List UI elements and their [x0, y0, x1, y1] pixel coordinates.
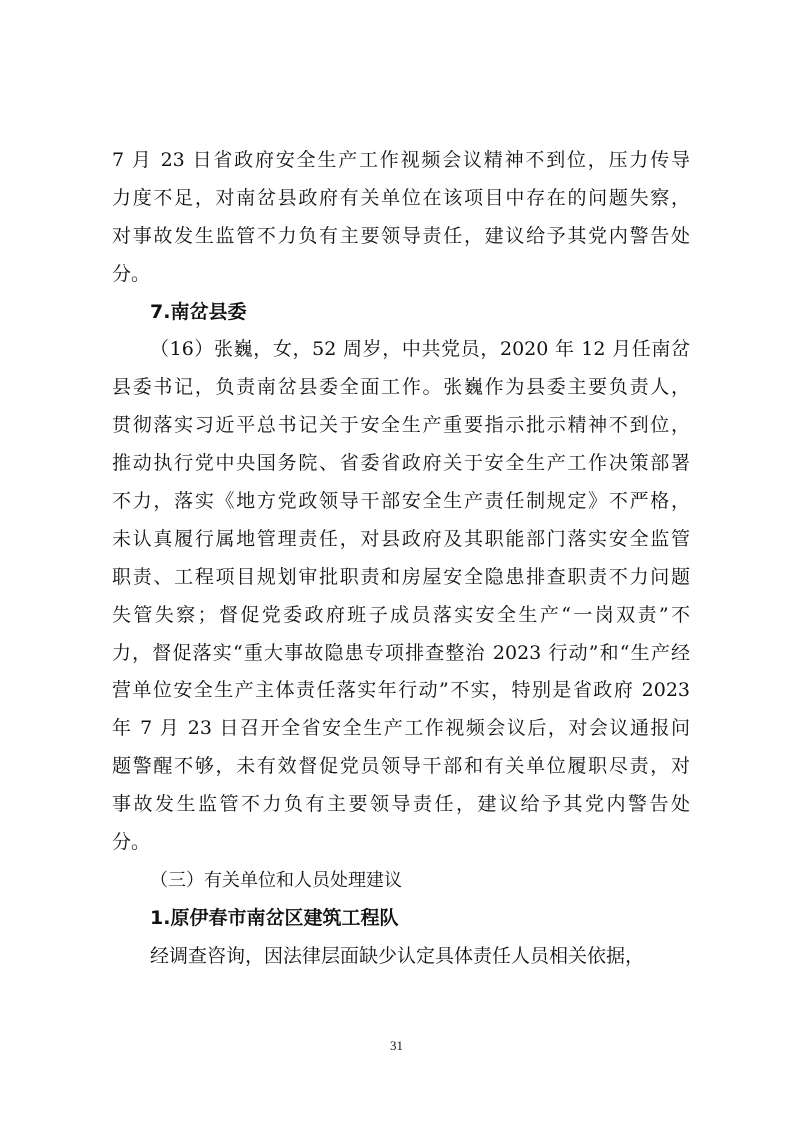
text-line: 分。 — [112, 262, 151, 285]
section-heading-handling-suggestions: （三）有关单位和人员处理建议 — [150, 869, 402, 891]
text-line: 不力，落实《地方党政领导干部安全生产责任制规定》不严格， — [112, 490, 690, 513]
text-line: 县委书记，负责南岔县委全面工作。张巍作为县委主要负责人， — [112, 376, 690, 399]
document-body — [112, 142, 690, 976]
text-line: 力，督促落实“重大事故隐患专项排查整治 2023 行动”和“生产经 — [112, 641, 690, 664]
text-line: 失管失察；督促党委政府班子成员落实安全生产“一岗双责”不 — [112, 603, 690, 626]
text-line: 7 月 23 日省政府安全生产工作视频会议精神不到位，压力传导 — [112, 149, 690, 171]
text-line: 题警醒不够，未有效督促党员领导干部和有关单位履职尽责，对 — [112, 755, 690, 778]
text-line: 经调查咨询，因法律层面缺少认定具体责任人员相关依据， — [150, 944, 645, 967]
text-line: 推动执行党中央国务院、省委省政府关于安全生产工作决策部署 — [112, 452, 690, 475]
text-line: 未认真履行属地管理责任，对县政府及其职能部门落实安全监管 — [112, 527, 690, 550]
text-line: 力度不足，对南岔县政府有关单位在该项目中存在的问题失察， — [112, 186, 690, 209]
text-line: 年 7 月 23 日召开全省安全生产工作视频会议后，对会议通报问 — [112, 717, 690, 740]
section-heading-county-committee: 7.南岔县委 — [150, 300, 247, 323]
text-line: 分。 — [112, 831, 151, 854]
text-line: 对事故发生监管不力负有主要领导责任，建议给予其党内警告处 — [112, 224, 690, 247]
text-line: 职责、工程项目规划审批职责和房屋安全隐患排查职责不力问题 — [112, 565, 690, 588]
page-number: 31 — [390, 1038, 403, 1053]
section-heading-construction-team: 1.原伊春市南岔区建筑工程队 — [150, 906, 399, 929]
text-line: （16）张巍，女，52 周岁，中共党员，2020 年 12 月任南岔 — [150, 338, 690, 361]
text-line: 贯彻落实习近平总书记关于安全生产重要指示批示精神不到位， — [112, 414, 690, 437]
text-line: 事故发生监管不力负有主要领导责任，建议给予其党内警告处 — [112, 793, 690, 816]
text-line: 营单位安全生产主体责任落实年行动”不实，特别是省政府 2023 — [112, 679, 690, 702]
